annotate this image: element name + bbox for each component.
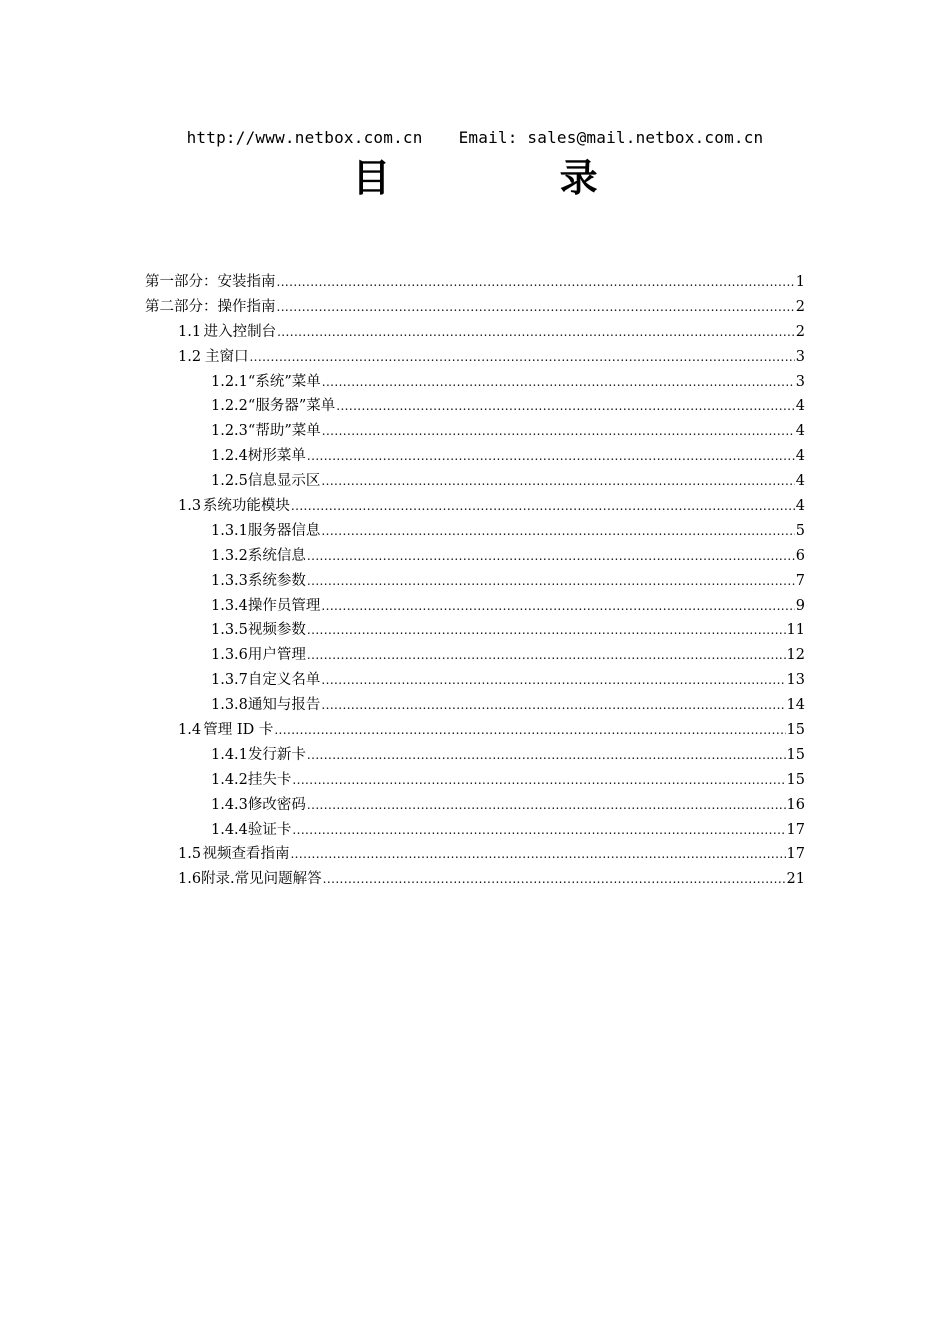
toc-entry[interactable] xyxy=(145,519,805,544)
toc-entry-page: 4 xyxy=(795,423,805,440)
toc-entry-number: 1.4.2 xyxy=(211,771,248,788)
toc-entry-label: 用户管理 xyxy=(247,647,306,664)
toc-entry-label: 进入控制台 xyxy=(203,323,277,340)
toc-entry-label: 发行新卡 xyxy=(247,746,306,763)
toc-entry-label: 验证卡 xyxy=(247,821,292,838)
toc-entry-label: 挂失卡 xyxy=(247,771,292,788)
toc-entry[interactable] xyxy=(145,743,805,768)
toc-entry-label: 修改密码 xyxy=(247,796,306,813)
toc-entry-leader xyxy=(274,718,785,743)
toc-entry-leader xyxy=(323,867,786,892)
toc-entry-leader xyxy=(322,370,795,395)
toc-entry-page: 7 xyxy=(795,572,805,589)
toc-entry-leader xyxy=(249,345,794,370)
toc-entry-label: 附录.常见问题解答 xyxy=(201,871,322,888)
toc-entry-page: 4 xyxy=(795,473,805,490)
toc-entry[interactable] xyxy=(145,768,805,793)
toc-entry-number: 1.2.1 xyxy=(211,373,248,390)
table-of-contents xyxy=(145,270,805,892)
toc-entry-leader xyxy=(307,743,786,768)
toc-entry-label: 视频查看指南 xyxy=(202,846,290,863)
page-title: 目 录 xyxy=(352,156,676,200)
toc-entry-number: 1.2.2 xyxy=(211,398,248,415)
toc-entry-label: “服务器”菜单 xyxy=(247,398,336,415)
toc-entry-number: 1.3.8 xyxy=(211,697,248,714)
toc-entry-leader xyxy=(307,544,795,569)
toc-entry-label: 系统信息 xyxy=(247,547,306,564)
toc-entry-label: 通知与报告 xyxy=(247,697,321,714)
toc-entry-label: 视频参数 xyxy=(247,622,306,639)
toc-entry[interactable] xyxy=(145,419,805,444)
toc-entry-leader xyxy=(307,444,795,469)
toc-entry[interactable] xyxy=(145,693,805,718)
toc-entry[interactable] xyxy=(145,842,805,867)
toc-entry[interactable] xyxy=(145,718,805,743)
toc-entry-number: 1.4.4 xyxy=(211,821,248,838)
toc-entry-number: 1.1 xyxy=(178,323,202,340)
toc-entry-number: 1.3.3 xyxy=(211,572,248,589)
toc-entry[interactable] xyxy=(145,320,805,345)
toc-entry-page: 17 xyxy=(786,846,805,863)
toc-entry-number: 1.3.7 xyxy=(211,672,248,689)
header-url[interactable]: http://www.netbox.com.cn xyxy=(186,128,423,147)
toc-entry-leader xyxy=(322,419,795,444)
toc-entry-number: 1.3.5 xyxy=(211,622,248,639)
toc-entry-page: 11 xyxy=(786,622,805,639)
toc-entry-number: 1.6 xyxy=(178,871,202,888)
toc-entry-page: 4 xyxy=(795,448,805,465)
toc-entry-page: 5 xyxy=(795,522,805,539)
toc-entry-leader xyxy=(277,270,795,295)
toc-entry-number: 1.3.4 xyxy=(211,597,248,614)
toc-entry-leader xyxy=(307,618,786,643)
toc-entry-label: 自定义名单 xyxy=(247,672,321,689)
toc-entry-page: 1 xyxy=(795,274,805,290)
toc-entry-leader xyxy=(277,295,795,320)
toc-entry-label: 树形菜单 xyxy=(247,448,306,465)
toc-entry-leader xyxy=(307,569,795,594)
toc-entry[interactable] xyxy=(145,345,805,370)
toc-entry[interactable] xyxy=(145,818,805,843)
toc-entry-label: 主窗口 xyxy=(204,348,249,365)
toc-entry[interactable] xyxy=(145,618,805,643)
toc-entry[interactable] xyxy=(145,668,805,693)
toc-entry-leader xyxy=(336,394,795,419)
toc-entry-label: 系统功能模块 xyxy=(202,498,290,515)
toc-entry-number: 1.4.1 xyxy=(211,746,248,763)
toc-entry-label: “帮助”菜单 xyxy=(247,423,321,440)
toc-entry-page: 3 xyxy=(795,348,805,365)
toc-entry-page: 13 xyxy=(786,672,805,689)
toc-entry[interactable] xyxy=(145,494,805,519)
toc-entry-leader xyxy=(321,469,794,494)
toc-entry-page: 17 xyxy=(786,821,805,838)
toc-entry-number: 1.3 xyxy=(178,498,202,515)
toc-entry-number: 1.5 xyxy=(178,846,202,863)
toc-entry-leader xyxy=(307,643,786,668)
toc-entry-number: 1.4 xyxy=(178,722,202,739)
toc-entry-number: 1.3.6 xyxy=(211,647,248,664)
toc-entry[interactable] xyxy=(145,270,805,295)
toc-entry-leader xyxy=(277,320,795,345)
toc-entry[interactable] xyxy=(145,793,805,818)
toc-entry-page: 12 xyxy=(786,647,805,664)
toc-entry-leader xyxy=(292,768,785,793)
toc-entry[interactable] xyxy=(145,444,805,469)
toc-entry-page: 3 xyxy=(795,373,805,390)
toc-entry-page: 4 xyxy=(795,398,805,415)
page-header xyxy=(0,128,950,147)
toc-entry[interactable] xyxy=(145,569,805,594)
toc-entry-number: 1.3.2 xyxy=(211,547,248,564)
toc-entry-leader xyxy=(290,842,785,867)
header-email[interactable]: Email: sales@mail.netbox.com.cn xyxy=(458,128,764,147)
toc-entry[interactable] xyxy=(145,370,805,395)
toc-entry-number: 1.2.5 xyxy=(211,473,248,490)
toc-entry-number: 1.4.3 xyxy=(211,796,248,813)
toc-entry-page: 15 xyxy=(786,722,805,739)
toc-entry-label: “系统”菜单 xyxy=(247,373,321,390)
toc-entry-page: 2 xyxy=(795,298,805,315)
toc-entry-number: 1.3.1 xyxy=(211,522,248,539)
toc-entry-page: 14 xyxy=(786,697,805,714)
toc-entry[interactable] xyxy=(145,394,805,419)
toc-entry-label: 信息显示区 xyxy=(247,473,321,490)
toc-entry-page: 15 xyxy=(786,746,805,763)
toc-entry-leader xyxy=(321,594,794,619)
toc-entry[interactable] xyxy=(145,544,805,569)
toc-entry-page: 4 xyxy=(795,498,805,515)
toc-entry-number: 1.2 xyxy=(178,348,202,365)
toc-entry-page: 15 xyxy=(786,771,805,788)
toc-entry-page: 16 xyxy=(786,796,805,813)
toc-entry-label: 服务器信息 xyxy=(247,522,321,539)
toc-entry-label: 管理 ID 卡 xyxy=(203,722,274,739)
toc-entry-leader xyxy=(307,793,786,818)
toc-entry-label: 系统参数 xyxy=(247,572,306,589)
toc-entry-page: 9 xyxy=(795,597,805,614)
toc-entry-leader xyxy=(321,693,785,718)
toc-entry[interactable] xyxy=(145,469,805,494)
toc-entry-leader xyxy=(292,818,785,843)
toc-entry-label: 第二部分：操作指南 xyxy=(145,298,276,315)
toc-entry-leader xyxy=(321,519,794,544)
toc-entry[interactable] xyxy=(145,295,805,320)
toc-entry-number: 1.2.4 xyxy=(211,448,248,465)
toc-entry-leader xyxy=(291,494,795,519)
toc-entry-page: 21 xyxy=(786,871,805,888)
toc-entry[interactable] xyxy=(145,594,805,619)
toc-entry-label: 操作员管理 xyxy=(247,597,321,614)
toc-entry-number: 1.2.3 xyxy=(211,423,248,440)
toc-entry-label: 第一部分：安装指南 xyxy=(145,274,276,290)
toc-entry-page: 6 xyxy=(795,547,805,564)
toc-entry[interactable] xyxy=(145,867,805,892)
toc-entry[interactable] xyxy=(145,643,805,668)
toc-entry-leader xyxy=(321,668,785,693)
toc-entry-page: 2 xyxy=(795,323,805,340)
